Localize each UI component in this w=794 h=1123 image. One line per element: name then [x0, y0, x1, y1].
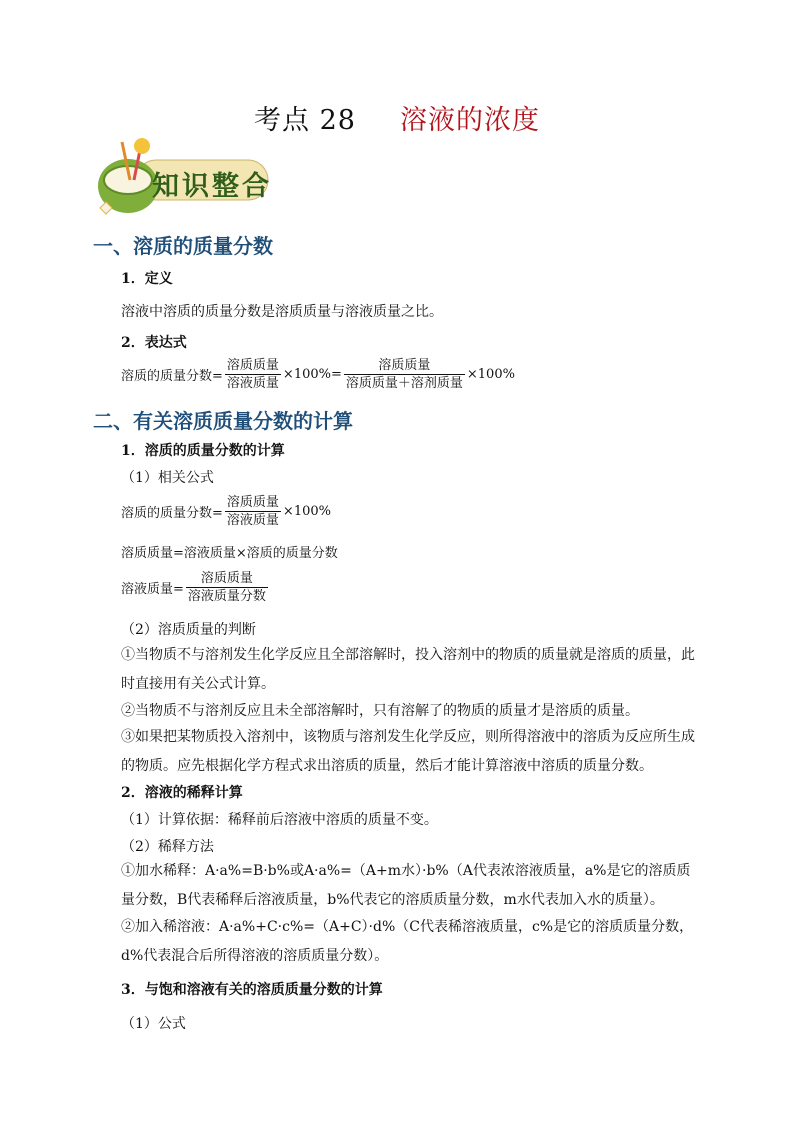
fraction-formula	[121, 494, 331, 529]
formula-mid: ×100%=	[282, 367, 342, 382]
saturated-formula-label: （1）公式	[121, 1016, 186, 1032]
judgement-2: ②当物质不与溶剂反应且未全部溶解时，只有溶解了的物质的质量才是溶质的质量。	[121, 703, 639, 719]
calc-heading: 1．溶质的质量分数的计算	[121, 443, 285, 459]
denominator: 溶液质量分数	[187, 589, 266, 604]
solution-mass-formula	[121, 570, 270, 605]
formula-end: ×100%	[282, 504, 331, 519]
saturated-solution-heading: 3．与饱和溶液有关的溶质质量分数的计算	[121, 982, 383, 998]
definition-heading: 1．定义	[121, 271, 173, 287]
page-title	[0, 98, 794, 137]
dilution-method-1: ①加水稀释：A·a%=B·b%或A·a%=（A+m水）·b%（A代表浓溶液质量，a%是它的溶质质量分数，B代表稀释后溶液质量，b%代表它的溶质质量分数，m水代表加入水的质量）。	[121, 863, 691, 908]
dilution-heading: 2．溶液的稀释计算	[121, 785, 243, 801]
judgement-1: ①当物质不与溶剂发生化学反应且全部溶解时，投入溶剂中的物质的质量就是溶质的质量，此时直接用有关公式计算。	[121, 647, 695, 692]
fraction	[186, 570, 268, 605]
denominator: 溶液质量	[226, 376, 279, 391]
formula-lhs: 溶液质量=	[121, 582, 184, 597]
numerator: 溶质质量	[226, 495, 279, 510]
numerator: 溶质质量	[200, 571, 253, 586]
fraction	[225, 494, 281, 529]
formula-end: ×100%	[466, 367, 515, 382]
solute-judgement-label: （2）溶质质量的判断	[121, 622, 256, 638]
formula-lhs: 溶质的质量分数=	[121, 369, 223, 384]
topic-title: 溶液的浓度	[399, 105, 540, 136]
numerator: 溶质质量	[378, 358, 431, 373]
mass-fraction-formula	[121, 357, 515, 392]
section-2-heading: 二、有关溶质质量分数的计算	[93, 409, 353, 433]
expression-heading: 2．表达式	[121, 335, 187, 351]
solute-mass-formula: 溶质质量=溶液质量×溶质的质量分数	[121, 546, 338, 561]
denominator: 溶质质量＋溶剂质量	[345, 376, 463, 391]
numerator: 溶质质量	[226, 358, 279, 373]
dilution-methods-label: （2）稀释方法	[121, 839, 214, 855]
section-1-heading: 一、溶质的质量分数	[93, 234, 273, 258]
formula-lhs: 溶质的质量分数=	[121, 506, 223, 521]
dilution-method-2: ②加入稀溶液：A·a%+C·c%=（A+C）·d%（C代表稀溶液质量，c%是它的溶质质量分数，d%代表混合后所得溶液的溶质质量分数）。	[121, 919, 694, 964]
fraction	[344, 357, 465, 392]
definition-text: 溶液中溶质的质量分数是溶质质量与溶液质量之比。	[121, 304, 443, 320]
badge-label: 知识整合	[152, 171, 272, 202]
topic-number: 考点 28	[254, 105, 356, 136]
related-formulas-label: （1）相关公式	[121, 470, 214, 486]
fraction	[225, 357, 281, 392]
judgement-3: ③如果把某物质投入溶剂中，该物质与溶剂发生化学反应，则所得溶液中的溶质为反应所生成的物质。应先根据化学方程式求出溶质的质量，然后才能计算溶液中溶质的质量分数。	[121, 729, 695, 774]
dilution-basis: （1）计算依据：稀释前后溶液中溶质的质量不变。	[121, 812, 438, 828]
denominator: 溶液质量	[226, 513, 279, 528]
